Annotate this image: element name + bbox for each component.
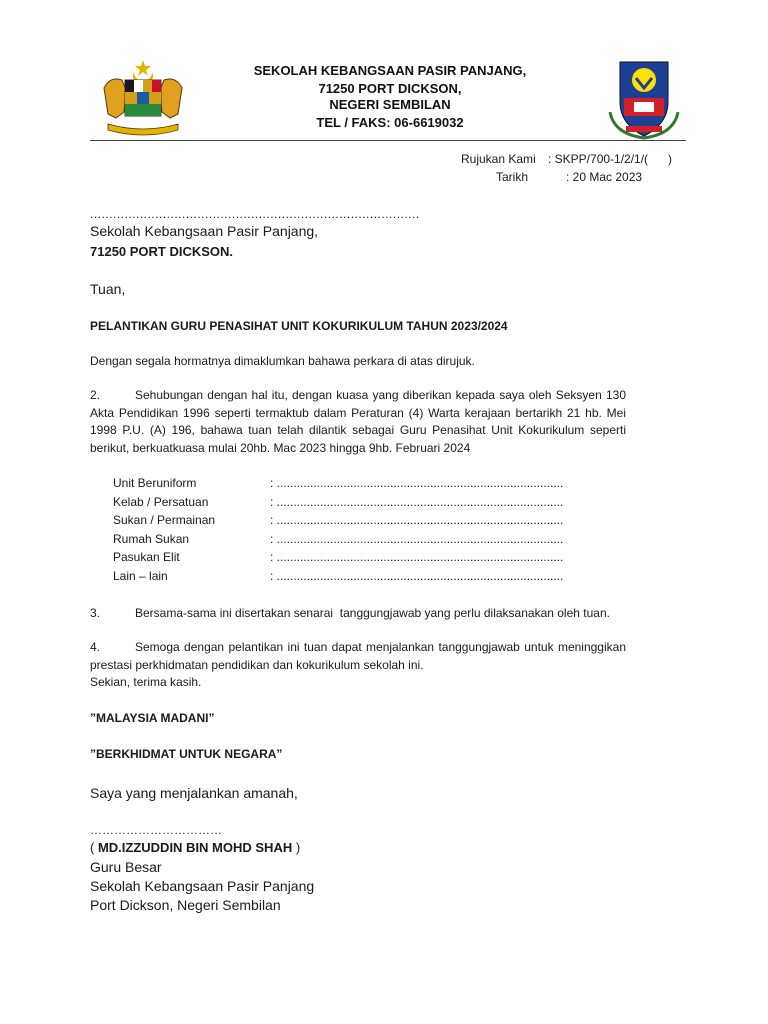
unit-label-sukan: Sukan / Permainan	[113, 513, 216, 527]
unit-label-rumah-sukan: Rumah Sukan	[113, 531, 190, 546]
date-value: : 20 Mac 2023	[566, 170, 643, 184]
unit-value-sukan: : ......................................................................................	[270, 513, 564, 527]
date-label: Tarikh	[496, 170, 529, 184]
unit-label-kelab: Kelab / Persatuan	[113, 494, 209, 509]
recipient-name-line: ......................................................................................	[90, 207, 420, 221]
unit-value-rumah-sukan: : ......................................................................................	[270, 531, 564, 546]
paragraph-4-text: Semoga dengan pelantikan ini tuan dapat menjalankan tanggungjawab untuk meninggikan prestasi perkhidmatan pendidikan dan kokurikulum sekolah ini.	[90, 640, 626, 672]
signatory-name-line	[90, 839, 300, 857]
paragraph-2-number: 2.	[90, 388, 101, 402]
signatory-name: MD.IZZUDDIN BIN MOHD SHAH	[97, 840, 293, 855]
unit-value-beruniform: : ......................................................................................	[270, 476, 564, 490]
paragraph-3-text: Bersama-sama ini disertakan senarai tanggungjawab yang perlu dilaksanakan oleh tuan.	[135, 606, 610, 620]
paragraph-2	[90, 387, 626, 457]
ref-label: Rujukan Kami	[461, 152, 536, 166]
unit-label-beruniform: Unit Beruniform	[113, 476, 197, 490]
paragraph-4-number: 4.	[90, 640, 101, 654]
signatory-school: Sekolah Kebangsaan Pasir Panjang	[90, 878, 315, 894]
unit-label-lain-lain: Lain – lain	[113, 568, 168, 583]
paragraph-4	[90, 639, 626, 674]
paragraph-2-text: Sehubungan dengan hal itu, dengan kuasa yang diberikan kepada saya oleh Seksyen 130 Akta Pendidikan 1996 seperti termaktub dalam Peraturan (4) Warta kerajaan bertarikh 21 hb. Mei 1998 P.U. (A) 196, bahawa tuan telah dilantik sebagai Guru Penasihat Unit Kokurikulum seperti berikut, berkuatkuasa mulai 20hb. Mac 2023 hingga 9hb. Februari 2024	[90, 388, 626, 455]
coat-of-arms-logo	[98, 58, 188, 136]
slogan-berkhidmat: ”BERKHIDMAT UNTUK NEGARA”	[90, 747, 283, 761]
unit-label-pasukan-elit: Pasukan Elit	[113, 550, 180, 564]
paragraph-3	[90, 605, 610, 622]
letter-subject: PELANTIKAN GURU PENASIHAT UNIT KOKURIKULUM TAHUN 2023/2024	[90, 319, 508, 333]
paragraph-1: Dengan segala hormatnya dimaklumkan bahawa perkara di atas dirujuk.	[90, 354, 475, 368]
ref-value: : SKPP/700-1/2/1/( )	[548, 152, 673, 166]
recipient-city: 71250 PORT DICKSON.	[90, 244, 234, 259]
signatory-location: Port Dickson, Negeri Sembilan	[90, 897, 281, 913]
paragraph-3-number: 3.	[90, 606, 101, 620]
signature-line: ……………………………	[90, 823, 222, 837]
school-postcode-city: 71250 PORT DICKSON,	[318, 81, 462, 96]
recipient-school: Sekolah Kebangsaan Pasir Panjang,	[90, 223, 319, 239]
school-tel: TEL / FAKS: 06-6619032	[316, 115, 464, 130]
salutation: Tuan,	[90, 281, 126, 297]
school-name: SEKOLAH KEBANGSAAN PASIR PANJANG,	[253, 63, 527, 78]
slogan-malaysia-madani: ”MALAYSIA MADANI”	[90, 711, 215, 725]
unit-value-pasukan-elit: : ......................................................................................	[270, 550, 564, 564]
unit-value-kelab: : ......................................................................................	[270, 494, 564, 509]
closing-text: Sekian, terima kasih.	[90, 675, 202, 689]
header-divider	[90, 140, 686, 141]
signatory-open-paren: (	[90, 840, 98, 855]
school-state: NEGERI SEMBILAN	[329, 97, 451, 112]
signatory-close-paren: )	[292, 840, 301, 855]
school-crest-logo	[606, 56, 682, 140]
trust-statement: Saya yang menjalankan amanah,	[90, 785, 298, 801]
signatory-title: Guru Besar	[90, 859, 162, 875]
unit-value-lain-lain: : ......................................................................................	[270, 568, 564, 583]
